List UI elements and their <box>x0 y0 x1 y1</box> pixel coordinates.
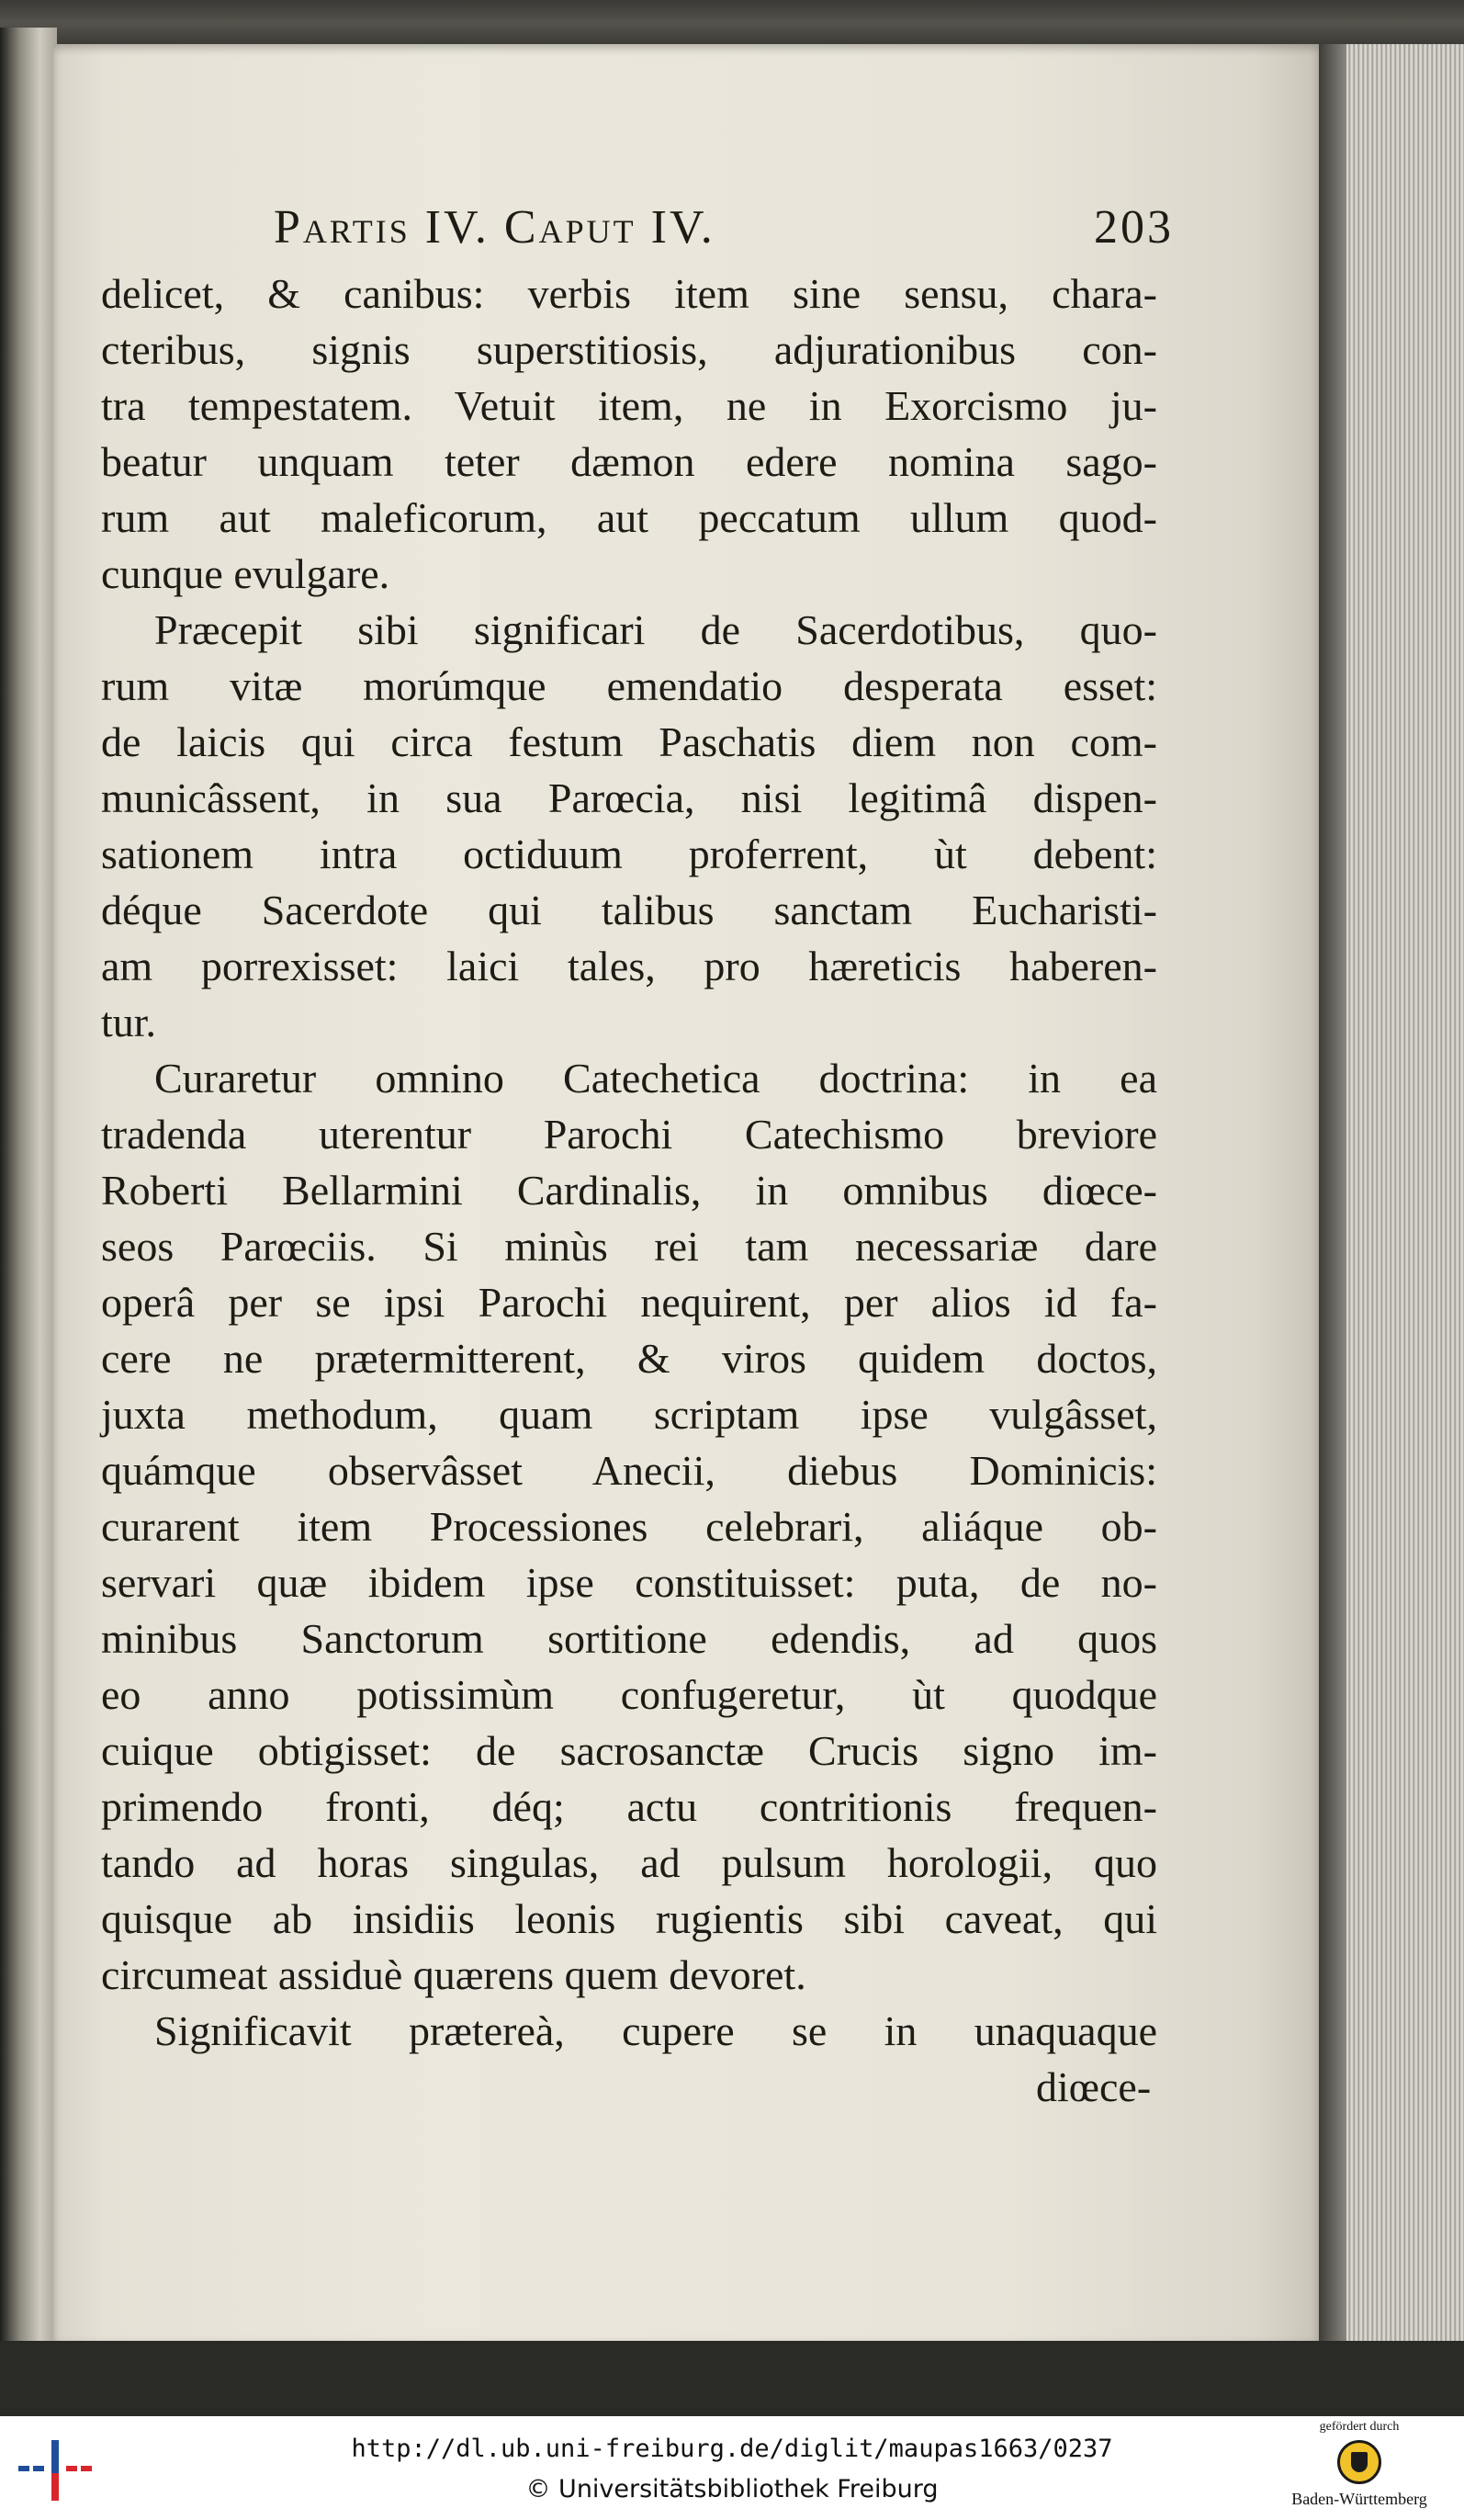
page-text <box>53 44 1319 2341</box>
text-line: Roberti Bellarmini Cardinalis, in omnibus diœce- <box>101 1167 1157 1214</box>
text-line: eo anno potissimùm confugeretur, ùt quodque <box>101 1671 1157 1718</box>
text-line: cteribus, signis superstitiosis, adjurationibus con- <box>101 326 1157 373</box>
text-line: primendo fronti, déq; actu contritionis frequen- <box>101 1783 1157 1830</box>
copyright-notice: © Universitätsbibliothek Freiburg <box>525 2475 939 2503</box>
page-number: 203 <box>1094 201 1174 254</box>
text-line: municâssent, in sua Parœcia, nisi legitimâ dispen- <box>101 774 1157 821</box>
text-line: rum vitæ morúmque emendatio desperata esset: <box>101 662 1157 709</box>
text-line: cere ne prætermitterent, & viros quidem doctos, <box>101 1335 1157 1382</box>
text-line: sationem intra octiduum proferrent, ùt debent: <box>101 831 1157 877</box>
catchword: diœce- <box>1036 2063 1152 2110</box>
text-line: servari quæ ibidem ipse constituisset: puta, de no- <box>101 1559 1157 1606</box>
text-line: de laicis qui circa festum Paschatis diem non com- <box>101 718 1157 765</box>
sponsor-block <box>1267 2420 1451 2516</box>
text-line: tradenda uterentur Parochi Catechismo breviore <box>101 1111 1157 1158</box>
text-line: am porrexisset: laici tales, pro hæreticis haberen- <box>101 943 1157 989</box>
text-line: operâ per se ipsi Parochi nequirent, per alios id fa- <box>101 1279 1157 1326</box>
text-line: déque Sacerdote qui talibus sanctam Euchаristi- <box>101 887 1157 933</box>
text-line: tando ad horas singulas, ad pulsum horologii, quo <box>101 1839 1157 1886</box>
text-line: tur. <box>101 999 157 1045</box>
text-line: cuique obtigisset: de sacrosanctæ Crucis signo im- <box>101 1727 1157 1774</box>
text-line: quámque observâsset Anecii, diebus Dominicis: <box>101 1447 1157 1494</box>
scan-border-bottom <box>0 2341 1464 2416</box>
sponsor-name: Baden-Württemberg <box>1291 2490 1427 2508</box>
sponsor-caption: gefördert durch <box>1319 2420 1400 2434</box>
text-line: juxta methodum, quam scriptam ipse vulgâsset, <box>101 1391 1157 1438</box>
text-line: delicet, & canibus: verbis item sine sensu, chara- <box>101 270 1157 317</box>
running-head-title: Partis IV. Caput IV. <box>274 201 715 254</box>
text-line: seos Parœciis. Si minùs rei tam necessariæ dare <box>101 1223 1157 1270</box>
text-line: quisque ab insidiis leonis rugientis sibi caveat, qui <box>101 1895 1157 1942</box>
book-binding-edge <box>0 28 57 2343</box>
text-line: beatur unquam teter dæmon edere nomina sago- <box>101 438 1157 485</box>
page-stack-edge <box>1319 44 1464 2341</box>
text-line: Præcepit sibi significari de Sacerdotibus, quo- <box>154 606 1157 653</box>
text-line: cunque evulgare. <box>101 550 390 597</box>
footer <box>0 2416 1464 2520</box>
permalink-url[interactable]: http://dl.ub.uni-freiburg.de/diglit/maupas1663/0237 <box>351 2435 1113 2463</box>
text-line: curarent item Processiones celebrari, aliáque ob- <box>101 1503 1157 1550</box>
text-line: circumeat assiduè quærens quem devoret. <box>101 1951 806 1998</box>
text-line: Curaretur omnino Catechetica doctrina: in ea <box>154 1055 1157 1102</box>
text-line: tra tempestatem. Vetuit item, ne in Exorcismo ju- <box>101 382 1157 429</box>
text-line: rum aut maleficorum, aut peccatum ullum quod- <box>101 494 1157 541</box>
running-head <box>274 200 1174 274</box>
coat-of-arms-icon <box>1337 2440 1381 2484</box>
text-line: Significavit prætereà, cupere se in unaquaque <box>154 2007 1157 2054</box>
text-line: minibus Sanctorum sortitione edendis, ad quos <box>101 1615 1157 1662</box>
